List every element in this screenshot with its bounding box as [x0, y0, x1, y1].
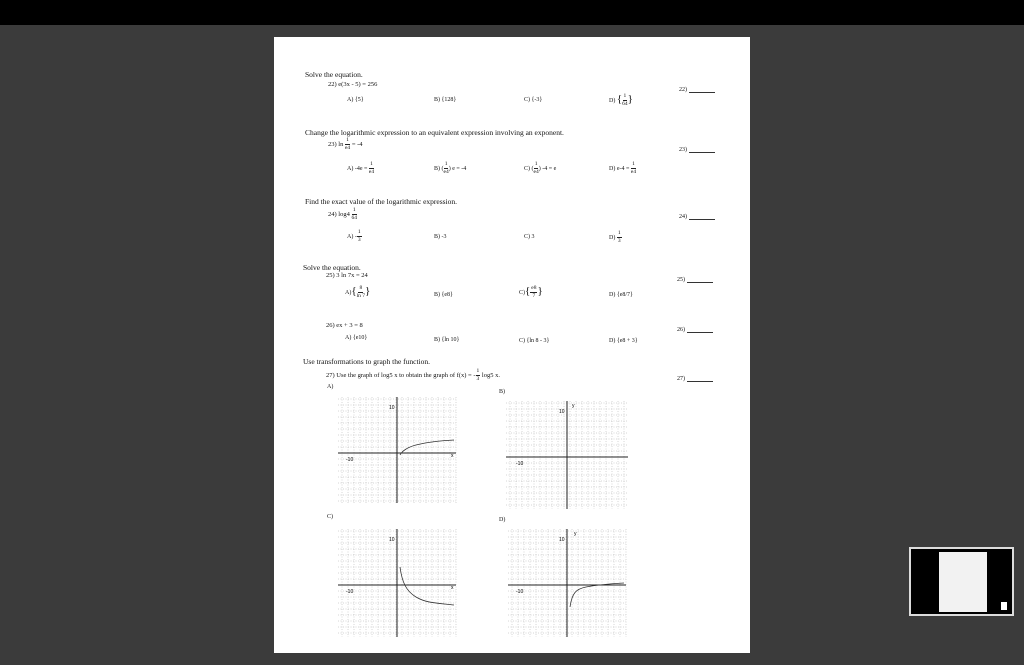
question-24: 24) log4 $\frac{1}{64}$	[328, 207, 357, 221]
answer-blank-23: 23)	[679, 147, 715, 153]
option-22-d: D) { $\frac{1}{64}$ }	[609, 93, 633, 108]
option-22-a: A) {5}	[347, 97, 364, 103]
option-23-d: D) e-4 = $\frac{1}{e4}$	[609, 161, 637, 175]
viewer-top-bar	[0, 0, 1024, 25]
section-heading: Solve the equation.	[303, 263, 361, 272]
tick-label: 10	[559, 537, 565, 543]
graph-label-a: A)	[327, 384, 334, 390]
option-26-b: B) {ln 10}	[434, 337, 460, 343]
option-25-b: B) {e8}	[434, 292, 453, 298]
option-23-b: B) ( $\frac{1}{e4}$ ) e = -4	[434, 161, 467, 175]
option-22-b: B) {128}	[434, 97, 457, 103]
axis-label-x: x	[451, 585, 454, 591]
option-23-a: A) -4e = $\frac{1}{e4}$	[347, 161, 375, 175]
minimap-scroll-indicator[interactable]	[1001, 602, 1007, 610]
section-heading: Use transformations to graph the function.	[303, 357, 431, 366]
graph-a	[336, 395, 458, 505]
graph-label-d: D)	[499, 517, 506, 523]
tick-label: 10	[389, 405, 395, 411]
tick-label: -10	[516, 461, 524, 467]
axis-label-y: y	[574, 531, 577, 537]
question-26: 26) ex + 3 = 8	[326, 322, 363, 329]
graph-c	[336, 527, 458, 639]
graph-label-b: B)	[499, 389, 505, 395]
section-heading: Change the logarithmic expression to an equivalent expression involving an exponent.	[305, 128, 564, 137]
question-27: 27) Use the graph of log5 x to obtain the graph of f(x) = - $\frac{1}{3}$ log5 x.	[326, 368, 500, 382]
option-24-c: C) 3	[524, 234, 535, 240]
answer-blank-24: 24)	[679, 214, 715, 220]
option-25-d: D) {e8/7}	[609, 292, 633, 298]
answer-blank-27: 27)	[677, 376, 713, 382]
question-23: 23) ln $\frac{1}{e4}$ = -4	[328, 137, 363, 151]
section-heading: Find the exact value of the logarithmic expression.	[305, 197, 458, 206]
section-heading: Solve the equation.	[305, 70, 363, 79]
tick-label: -10	[346, 589, 354, 595]
graph-b	[504, 399, 630, 511]
answer-blank-22: 22)	[679, 87, 715, 93]
option-24-a: A) - $\frac{1}{3}$	[347, 229, 361, 243]
document-page	[274, 37, 750, 653]
graph-d	[506, 527, 628, 639]
question-25: 25) 3 ln 7x = 24	[326, 272, 368, 279]
option-26-c: C) {ln 8 - 3}	[519, 338, 550, 344]
option-24-d: D) $\frac{1}{3}$	[609, 230, 621, 244]
axis-label-y: y	[572, 403, 575, 409]
option-25-a: A){ $\frac{8}{\ln 7}$ }	[345, 285, 371, 300]
page-minimap[interactable]	[909, 547, 1014, 616]
option-23-c: C) ( $\frac{1}{e4}$ ) -4 = e	[524, 161, 557, 175]
option-26-d: D) {e8 + 3}	[609, 338, 638, 344]
option-24-b: B) -3	[434, 234, 447, 240]
tick-label: -10	[516, 589, 524, 595]
question-22: 22) e(3x - 5) = 256	[328, 81, 378, 88]
option-22-c: C) {-3}	[524, 97, 543, 103]
tick-label: -10	[346, 457, 354, 463]
option-25-c: C){ $\frac{e8}{7}$ }	[519, 285, 543, 300]
answer-blank-26: 26)	[677, 327, 713, 333]
tick-label: 10	[389, 537, 395, 543]
option-26-a: A) {e10}	[345, 335, 368, 341]
answer-blank-25: 25)	[677, 277, 713, 283]
graph-label-c: C)	[327, 514, 333, 520]
minimap-page-thumbnail[interactable]	[939, 552, 987, 612]
tick-label: 10	[559, 409, 565, 415]
axis-label-x: x	[451, 453, 454, 459]
